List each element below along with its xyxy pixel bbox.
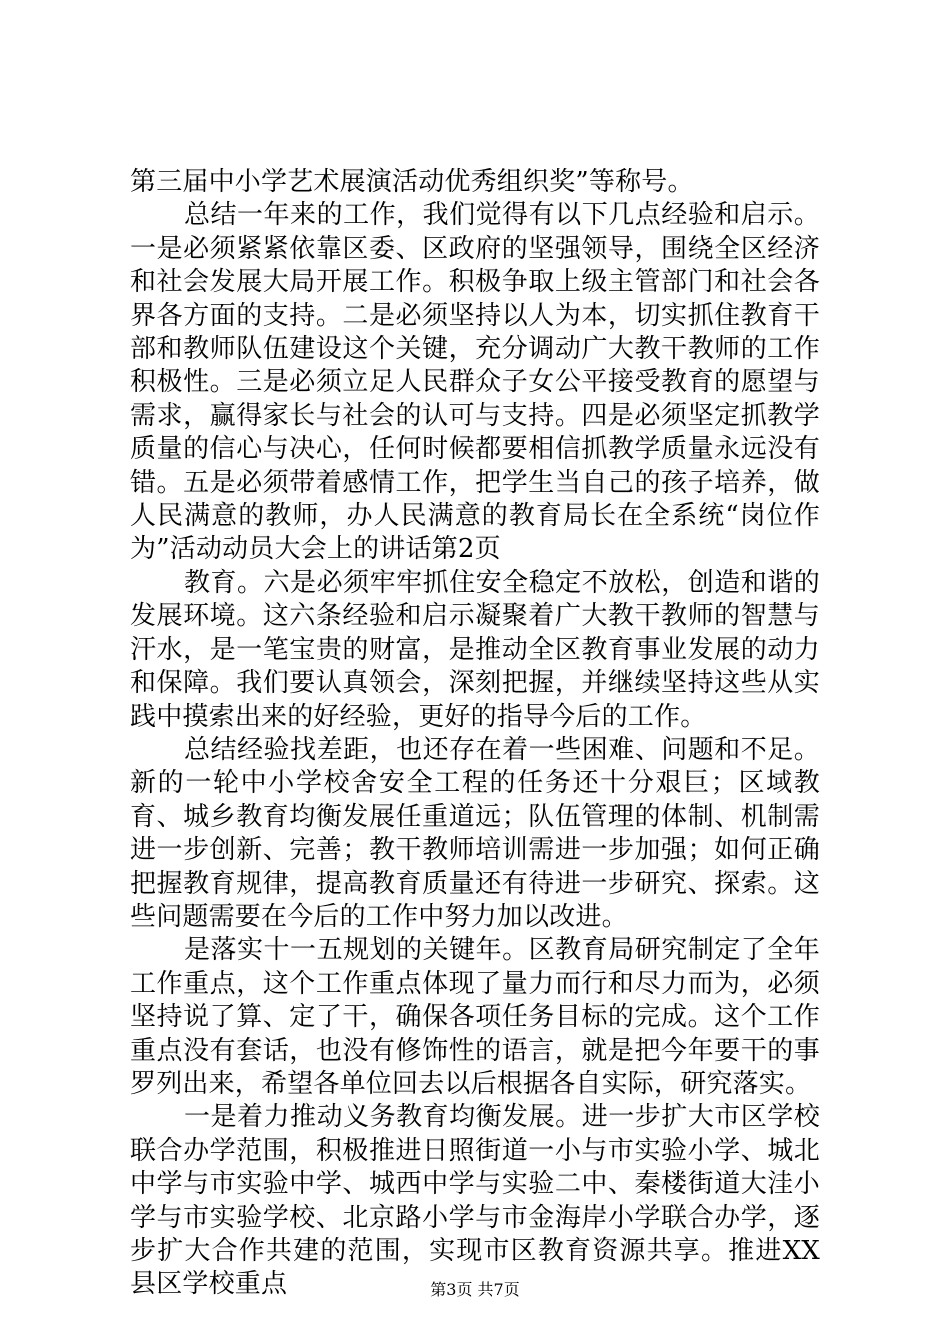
paragraph-5: 是落实十一五规划的关键年。区教育局研究制定了全年工作重点，这个工作重点体现了量力而行和尽力而为，必须坚持说了算、定了干，确保各项任务目标的完成。这个工作重点没有套话，也没有修饰性的语言，就是把今年要干的事罗列出来，希望各单位回去以后根据各自实际，研究落实。 bbox=[130, 935, 820, 1099]
paragraph-4: 总结经验找差距，也还存在着一些困难、问题和不足。新的一轮中小学校舍安全工程的任务还十分艰巨；区域教育、城乡教育均衡发展任重道远；队伍管理的体制、机制需进一步创新、完善；教干教师培训需进一步加强；如何正确把握教育规律，提高教育质量还有待进一步研究、探索。这些问题需要在今后的工作中努力加以改进。 bbox=[130, 734, 820, 932]
paragraph-2: 总结一年来的工作，我们觉得有以下几点经验和启示。一是必须紧紧依靠区委、区政府的坚强领导，围绕全区经济和社会发展大局开展工作。积极争取上级主管部门和社会各界各方面的支持。二是必须坚持以人为本，切实抓住教育干部和教师队伍建设这个关键，充分调动广大教干教师的工作积极性。三是必须立足人民群众子女公平接受教育的愿望与需求，赢得家长与社会的认可与支持。四是必须坚定抓教学质量的信心与决心，任何时候都要相信抓教学质量永远没有错。五是必须带着感情工作，把学生当自己的孩子培养，做人民满意的教师，办人民满意的教育局长在全系统“岗位作为”活动动员大会上的讲话第2页 bbox=[130, 200, 820, 565]
paragraph-1: 第三届中小学艺术展演活动优秀组织奖”等称号。 bbox=[130, 167, 694, 197]
page-number-footer: 第3页 共7页 bbox=[430, 1280, 520, 1299]
document-body bbox=[130, 166, 820, 1302]
paragraph-3: 教育。六是必须牢牢抓住安全稳定不放松，创造和谐的发展环境。这六条经验和启示凝聚着广大教干教师的智慧与汗水，是一笔宝贵的财富，是推动全区教育事业发展的动力和保障。我们要认真领会，深刻把握，并继续坚持这些从实践中摸索出来的好经验，更好的指导今后的工作。 bbox=[130, 567, 820, 732]
paragraph-6: 一是着力推动义务教育均衡发展。进一步扩大市区学校联合办学范围，积极推进日照街道一小与市实验小学、城北中学与市实验中学、城西中学与实验二中、秦楼街道大洼小学与市实验学校、北京路小学与市金海岸小学联合办学，逐步扩大合作共建的范围，实现市区教育资源共享。推进XX县区学校重点 bbox=[130, 1102, 820, 1300]
